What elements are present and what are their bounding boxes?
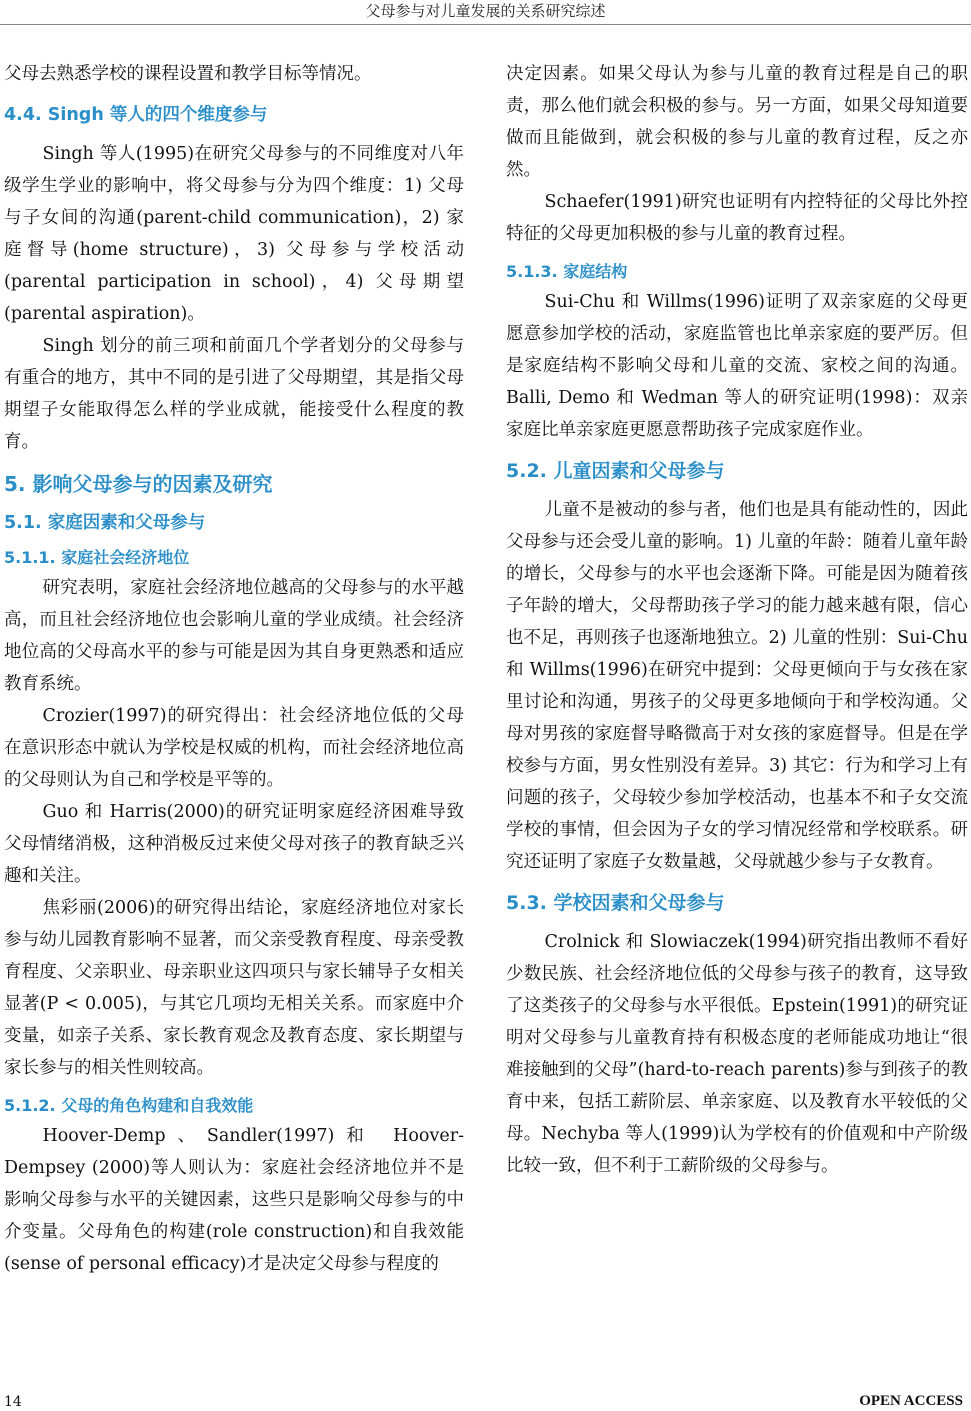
section-heading-5-1: 5.1. 家庭因素和父母参与 xyxy=(4,513,206,533)
paragraph: Singh 划分的前三项和前面几个学者划分的父母参与有重合的地方，其中不同的是引进了父母期望，其是指父母期望子女能取得怎么样的学业成就，能接受什么程度的教育。 xyxy=(4,336,464,452)
section-heading-5-1-2: 5.1.2. 父母的角色构建和自我效能 xyxy=(4,1096,254,1115)
running-title: 父母参与对儿童发展的关系研究综述 xyxy=(0,0,971,25)
paragraph: Guo 和 Harris(2000)的研究证明家庭经济困难导致父母情绪消极，这种消极反过来使父母对孩子的教育缺乏兴趣和关注。 xyxy=(4,802,464,886)
section-heading-5-1-1: 5.1.1. 家庭社会经济地位 xyxy=(4,548,190,567)
paragraph: 父母去熟悉学校的课程设置和教学目标等情况。 xyxy=(4,64,372,84)
left-column xyxy=(4,58,464,1280)
section-heading-5-2: 5.2. 儿童因素和父母参与 xyxy=(506,460,725,482)
paragraph: Singh 等人(1995)在研究父母参与的不同维度对八年级学生学业的影响中，将父母参与分为四个维度：1) 父母与子女间的沟通(parent-child communication)，2) 家庭督导(home structure)，3) 父母参与学校活动(parental participation in school)，4) 父母期望(parental aspiration)。 xyxy=(4,144,464,324)
paragraph: 儿童不是被动的参与者，他们也是具有能动性的，因此父母参与还会受儿童的影响。1) 儿童的年龄：随着儿童年龄的增长，父母参与的水平也会逐渐下降。可能是因为随着孩子年龄的增大，父母帮助孩子学习的能力越来越有限，信心也不足，再则孩子也逐渐地独立。2) 儿童的性别：Sui-Chu 和 Willms(1996)在研究中提到：父母更倾向于与女孩在家里讨论和沟通，男孩子的父母更多地倾向于和学校沟通。父母对男孩的家庭督导略微高于对女孩的家庭督导。但是在学校参与方面，男女性别没有差异。3) 其它：行为和学习上有问题的孩子，父母较少参加学校活动，也基本不和子女交流学校的事情，但会因为子女的学习情况经常和学校联系。研究还证明了家庭子女数量越，父母就越少参与子女教育。 xyxy=(506,500,968,872)
paragraph: 决定因素。如果父母认为参与儿童的教育过程是自己的职责，那么他们就会积极的参与。另一方面，如果父母知道要做而且能做到，就会积极的参与儿童的教育过程，反之亦然。 xyxy=(506,64,968,180)
paragraph: 焦彩丽(2006)的研究得出结论，家庭经济地位对家长参与幼儿园教育影响不显著，而父亲受教育程度、母亲受教育程度、父亲职业、母亲职业这四项只与家长辅导子女相关显著(P < 0.005)，与其它几项均无相关关系。而家庭中介变量，如亲子关系、家长教育观念及教育态度、家长期望与家长参与的相关性则较高。 xyxy=(4,898,464,1078)
section-heading-5: 5. 影响父母参与的因素及研究 xyxy=(4,472,273,496)
page-number: 14 xyxy=(4,1394,22,1410)
paragraph: 研究表明，家庭社会经济地位越高的父母参与的水平越高，而且社会经济地位也会影响儿童的学业成绩。社会经济地位高的父母高水平的参与可能是因为其自身更熟悉和适应教育系统。 xyxy=(4,578,464,694)
right-column xyxy=(506,58,968,1182)
open-access-label: OPEN ACCESS xyxy=(859,1393,963,1409)
section-heading-5-3: 5.3. 学校因素和父母参与 xyxy=(506,892,725,914)
paragraph: Sui-Chu 和 Willms(1996)证明了双亲家庭的父母更愿意参加学校的活动，家庭监管也比单亲家庭的要严厉。但是家庭结构不影响父母和儿童的交流、家校之间的沟通。Balli, Demo 和 Wedman 等人的研究证明(1998)：双亲家庭比单亲家庭更愿意帮助孩子完成家庭作业。 xyxy=(506,292,968,440)
paragraph: Crolnick 和 Slowiaczek(1994)研究指出教师不看好少数民族、社会经济地位低的父母参与孩子的教育，这导致了这类孩子的父母参与水平很低。Epstein(1991)的研究证明对父母参与儿童教育持有积极态度的老师能成功地让“很难接触到的父母”(hard-to-reach parents)参与到孩子的教育中来，包括工薪阶层、单亲家庭、以及教育水平较低的父母。Nechyba 等人(1999)认为学校有的价值观和中产阶级比较一致，但不利于工薪阶级的父母参与。 xyxy=(506,932,968,1176)
paragraph: Crozier(1997)的研究得出：社会经济地位低的父母在意识形态中就认为学校是权威的机构，而社会经济地位高的父母则认为自己和学校是平等的。 xyxy=(4,706,464,790)
paragraph: Schaefer(1991)研究也证明有内控特征的父母比外控特征的父母更加积极的参与儿童的教育过程。 xyxy=(506,192,968,244)
section-heading-5-1-3: 5.1.3. 家庭结构 xyxy=(506,262,628,281)
section-heading-4-4: 4.4. Singh 等人的四个维度参与 xyxy=(4,105,268,125)
paragraph: Hoover-Demp、Sandler(1997)和 Hoover-Dempsey (2000)等人则认为：家庭社会经济地位并不是影响父母参与水平的关键因素，这些只是影响父母参与的中介变量。父母角色的构建(role construction)和自我效能(sense of personal efficacy)才是决定父母参与程度的 xyxy=(4,1126,464,1274)
